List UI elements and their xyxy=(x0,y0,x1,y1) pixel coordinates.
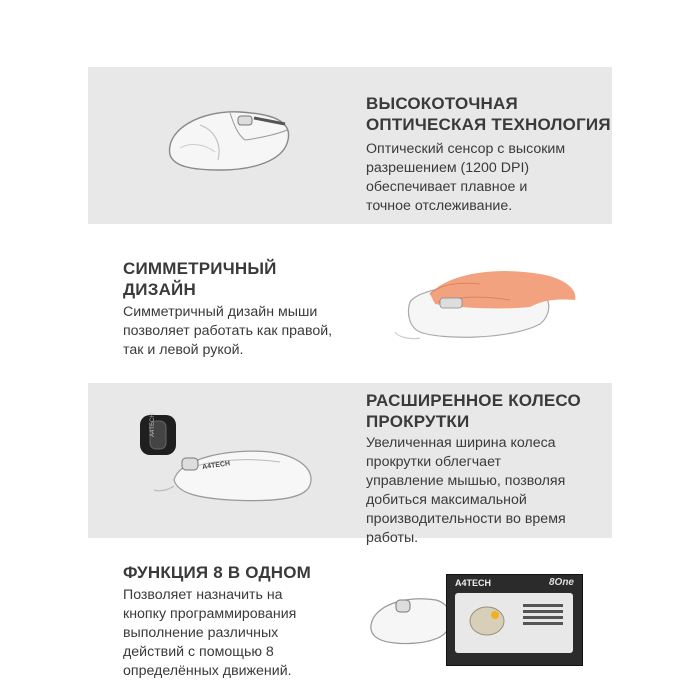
mouse-sketch-image xyxy=(160,100,300,180)
feature-title: ФУНКЦИЯ 8 В ОДНОМ xyxy=(123,563,312,582)
feature-description: Увеличенная ширина колеса прокрутки облегчает управление мышью, позволяя добиться максимальной производительности во время работы. xyxy=(366,435,566,546)
software-screenshot xyxy=(446,574,583,666)
feature-title: РАСШИРЕННОЕ КОЛЕСО ПРОКРУТКИ xyxy=(366,391,581,431)
software-logo: 8One xyxy=(548,577,574,588)
feature-description: Симметричный дизайн мыши позволяет работать как правой, так и левой рукой. xyxy=(123,304,333,358)
feature-description: Позволяет назначить на кнопку программирования выполнение различных действий с помощью 8 определённых движений. xyxy=(123,587,297,679)
feature-title: СИММЕТРИЧНЫЙ ДИЗАЙН xyxy=(123,259,277,299)
mouse-brand-label: A4TECH xyxy=(201,460,231,472)
mouse-side-view-image xyxy=(150,440,320,515)
mouse-front-image xyxy=(366,590,456,650)
hand-on-mouse-image xyxy=(390,262,580,352)
feature-description: Оптический сенсор с высоким разрешением (1200 DPI) обеспечивает плавное и точное отслеживание. xyxy=(366,141,566,214)
feature-title: ВЫСОКОТОЧНАЯ ОПТИЧЕСКАЯ ТЕХНОЛОГИЯ xyxy=(366,94,611,134)
software-settings-list xyxy=(523,601,563,641)
software-brand: A4TECH xyxy=(455,578,492,588)
svg-text:A4TECH: A4TECH xyxy=(150,413,156,437)
software-mouse-diagram-icon xyxy=(465,601,510,641)
